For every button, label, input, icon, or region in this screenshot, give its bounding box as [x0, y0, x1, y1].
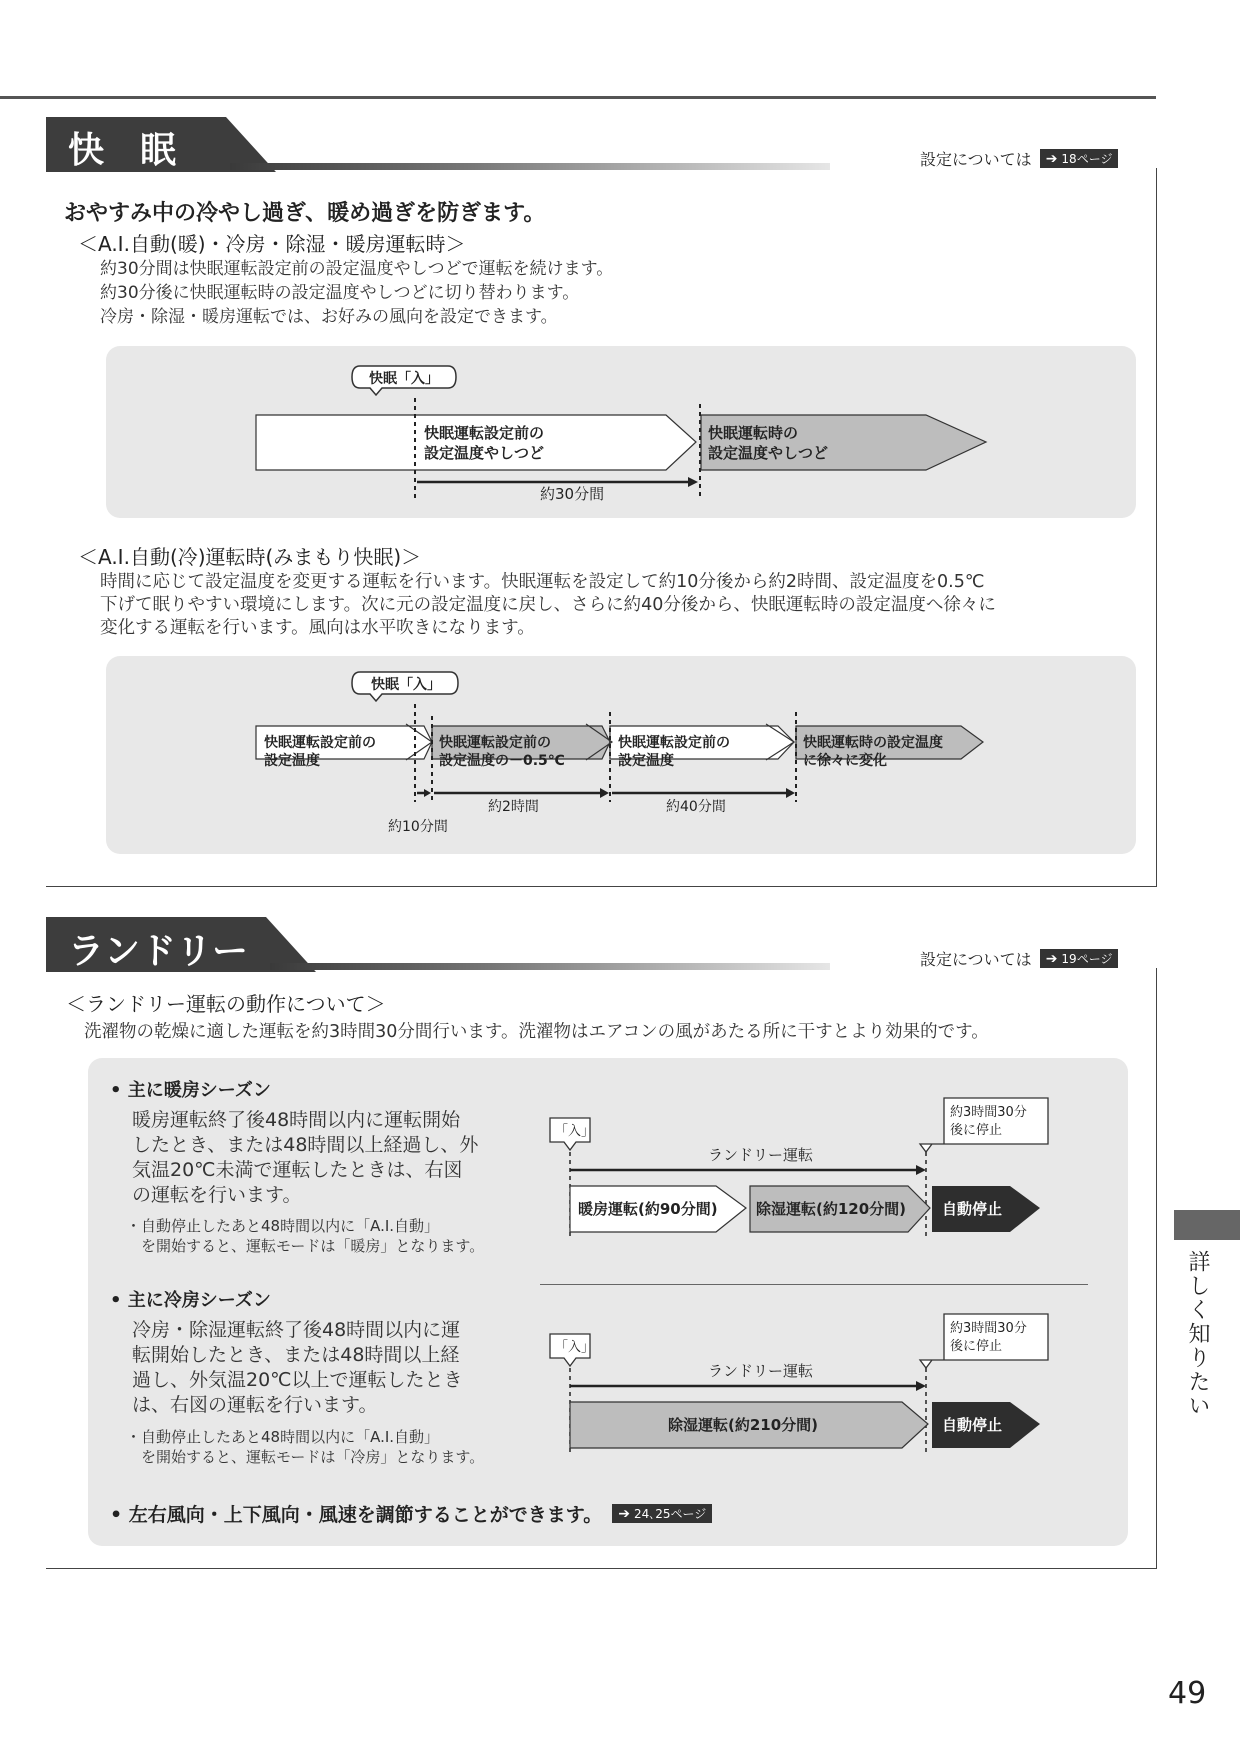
sleep-desc-1-line: 約30分後に快眠運転時の設定温度やしつどに切り替わります。 [100, 283, 580, 303]
laundry-footer-ref-page: 24､25ページ [633, 1507, 707, 1521]
cooling-run-arrowhead [916, 1381, 926, 1391]
heating-b2: 除湿運転(約120分間) [756, 1200, 907, 1218]
d1-box1-line2: 設定温度やしつど [424, 444, 545, 462]
sleep-ref-label: 設定については [920, 150, 1032, 169]
heating-season-desc [132, 1108, 478, 1208]
side-tab-bar [1174, 1210, 1240, 1240]
sleep-desc-2-line: 下げて眠りやすい環境にします。次に元の設定温度に戻し、さらに約40分後から、快眠運転時の設定温度へ徐々に [100, 595, 996, 615]
top-rule [0, 96, 1156, 99]
sleep-desc-1 [100, 257, 613, 329]
d2-callout-text: 快眠「入」 [371, 677, 441, 693]
heating-b1: 暖房運転(約90分間) [578, 1200, 718, 1218]
sleep-diagram-2 [106, 656, 1136, 854]
cooling-desc-line: 転開始したとき、または48時間以上経 [132, 1344, 460, 1366]
sleep-desc-2 [100, 571, 996, 640]
laundry-title-bar [270, 963, 830, 970]
d2-t1: 約2時間 [488, 799, 539, 815]
laundry-subhead: ＜ランドリー運転の動作について＞ [66, 992, 386, 1016]
arrow-right-icon: ➔ [618, 1505, 630, 1522]
cooling-stop-line2: 後に停止 [950, 1339, 1003, 1354]
heating-run-arrowhead [916, 1165, 926, 1175]
d2-b4-line2: に徐々に変化 [803, 753, 887, 769]
d2-b3-line1: 快眠運転設定前の [618, 735, 730, 751]
d1-box1-line1: 快眠運転設定前の [424, 424, 545, 442]
cooling-note-line: ・自動停止したあと48時間以内に「A.I.自動」 [126, 1428, 440, 1446]
laundry-title: ランドリー [68, 931, 249, 972]
cooling-stop-line1: 約3時間30分 [950, 1321, 1027, 1336]
heating-run-label: ランドリー運転 [708, 1146, 814, 1164]
arrow-right-icon: ➔ [1045, 150, 1058, 167]
heating-season-heading: • 主に暖房シーズン [110, 1080, 271, 1101]
cooling-run-label: ランドリー運転 [708, 1362, 814, 1380]
sleep-desc-2-line: 時間に応じて設定温度を変更する運転を行います。快眠運転を設定して約10分後から約2時間、設定温度を0.5℃ [100, 572, 985, 592]
d2-b2-line1: 快眠運転設定前の [439, 735, 551, 751]
sleep-ref-page: 18ページ [1061, 152, 1113, 166]
heating-stop-line1: 約3時間30分 [950, 1105, 1027, 1120]
sleep-desc-1-line: 約30分間は快眠運転設定前の設定温度やしつどで運転を続けます。 [100, 259, 614, 279]
sleep-ref[interactable] [920, 147, 1118, 170]
arrow-right-icon: ➔ [1045, 950, 1058, 967]
d2-arrowhead-2h [600, 788, 609, 798]
sleep-subhead-1: ＜A.I.自動(暖)・冷房・除湿・暖房運転時＞ [78, 232, 466, 256]
d2-t3: 約10分間 [388, 819, 448, 835]
d1-box2-line2: 設定温度やしつど [708, 444, 829, 462]
laundry-footer-ref[interactable] [612, 1504, 712, 1523]
d2-b4-line1: 快眠運転時の設定温度 [803, 735, 943, 751]
cooling-b2: 自動停止 [942, 1416, 1003, 1434]
d2-b2-line2: 設定温度の－0.5℃ [439, 753, 565, 769]
cooling-season-heading: • 主に冷房シーズン [110, 1290, 271, 1311]
heating-desc-line: したとき、または48時間以上経過し、外 [132, 1134, 479, 1156]
cooling-b1: 除湿運転(約210分間) [668, 1416, 819, 1434]
sleep-ref-chip[interactable] [1040, 149, 1119, 168]
d2-t2: 約40分間 [666, 799, 726, 815]
sleep-headline: おやすみ中の冷やし過ぎ、暖め過ぎを防ぎます。 [64, 201, 546, 226]
sleep-subhead-2: ＜A.I.自動(冷)運転時(みまもり快眠)＞ [78, 545, 422, 569]
heating-desc-line: の運転を行います。 [132, 1184, 302, 1206]
sleep-diagram-1 [106, 346, 1136, 518]
cooling-desc-line: 冷房・除湿運転終了後48時間以内に運 [132, 1319, 461, 1341]
page-number: 49 [1168, 1676, 1207, 1711]
d2-b1-line2: 設定温度 [264, 753, 320, 769]
sleep-title: 快 眠 [68, 130, 177, 171]
heating-note [126, 1216, 484, 1256]
laundry-intro: 洗濯物の乾燥に適した運転を約3時間30分間行います。洗濯物はエアコンの風があたる所に干すとより効果的です。 [84, 1022, 989, 1042]
cooling-season-desc [132, 1318, 463, 1418]
laundry-ref-label: 設定については [920, 950, 1032, 969]
d2-b1-line1: 快眠運転設定前の [264, 735, 376, 751]
side-tab-label: 詳しく知りたい [1185, 1250, 1210, 1418]
heating-start: 「入」 [555, 1124, 595, 1139]
sleep-desc-2-line: 変化する運転を行います。風向は水平吹きになります。 [100, 618, 535, 638]
heating-b3: 自動停止 [942, 1200, 1003, 1218]
laundry-ref-chip[interactable] [1040, 949, 1119, 968]
season-divider [540, 1284, 1088, 1285]
cooling-desc-line: 過し、外気温20℃以上で運転したとき [132, 1369, 463, 1391]
d1-box2-line1: 快眠運転時の [708, 424, 799, 442]
d2-arrowhead-10min [424, 789, 431, 797]
heating-stop-line2: 後に停止 [950, 1123, 1003, 1138]
sleep-desc-1-line: 冷房・除湿・暖房運転では、お好みの風向を設定できます。 [100, 307, 558, 327]
d2-arrowhead-40m [786, 788, 795, 798]
d1-callout-text: 快眠「入」 [369, 371, 439, 387]
heating-note-line: を開始すると、運転モードは「暖房」となります。 [126, 1237, 485, 1255]
heating-desc-line: 暖房運転終了後48時間以内に運転開始 [132, 1109, 461, 1131]
cooling-note-line: を開始すると、運転モードは「冷房」となります。 [126, 1448, 485, 1466]
laundry-footer [110, 1500, 712, 1527]
d1-time-label: 約30分間 [540, 485, 605, 503]
laundry-ref-page: 19ページ [1061, 952, 1113, 966]
cooling-desc-line: は、右図の運転を行います。 [132, 1394, 378, 1416]
sleep-title-bar [230, 163, 830, 170]
heating-diagram [540, 1090, 1100, 1270]
heating-desc-line: 気温20℃未満で運転したときは、右図 [132, 1159, 463, 1181]
d2-b3-line2: 設定温度 [618, 753, 674, 769]
cooling-note [126, 1427, 484, 1467]
cooling-diagram [540, 1306, 1100, 1486]
cooling-start: 「入」 [555, 1340, 595, 1355]
laundry-footer-text: • 左右風向・上下風向・風速を調節することができます。 [110, 1504, 603, 1526]
heating-note-line: ・自動停止したあと48時間以内に「A.I.自動」 [126, 1217, 440, 1235]
d1-time-arrowhead [688, 477, 698, 487]
laundry-ref[interactable] [920, 947, 1118, 970]
